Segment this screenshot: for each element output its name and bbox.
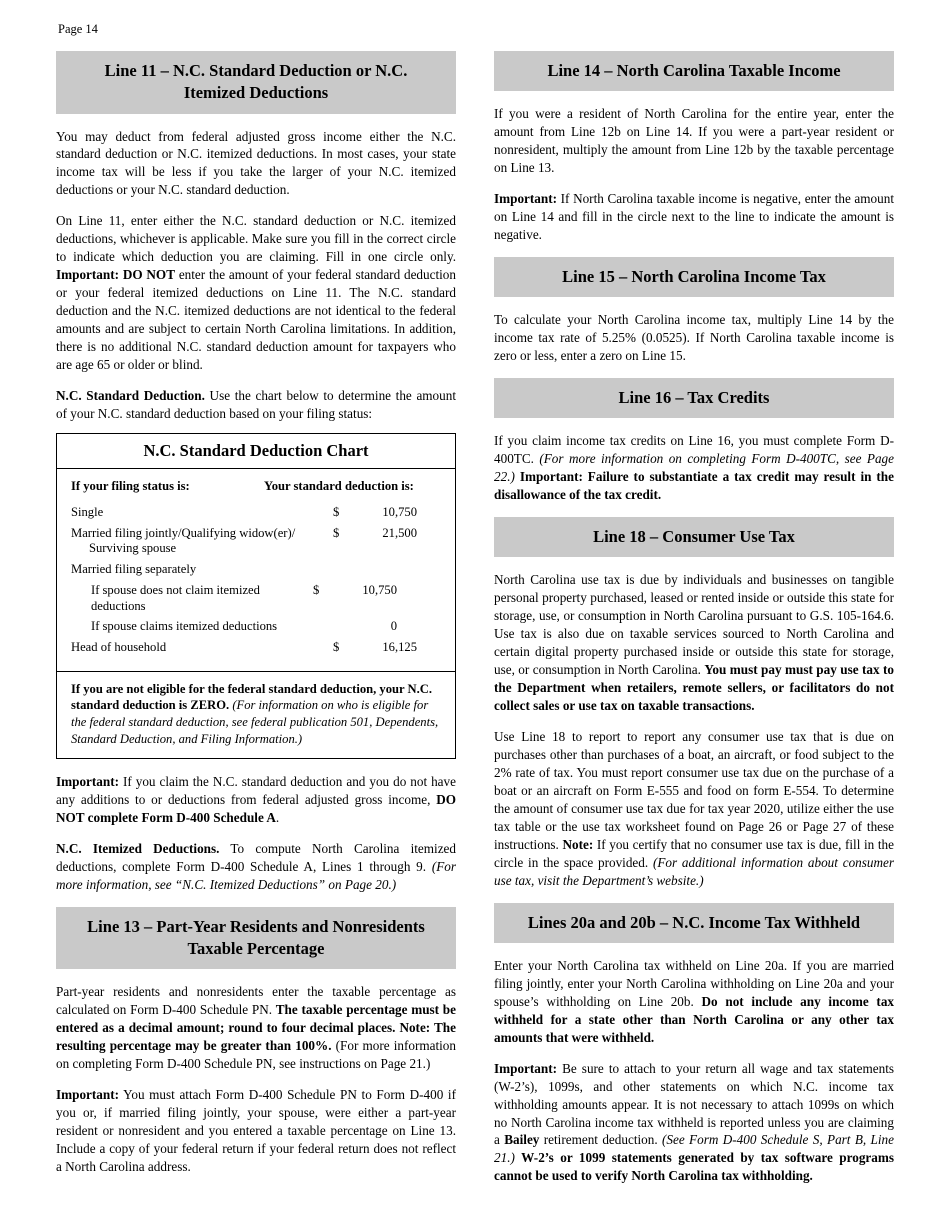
chart-body — [57, 469, 455, 672]
right-column — [494, 51, 894, 1198]
chart-footnote — [57, 672, 455, 758]
table-row — [71, 619, 441, 635]
table-row — [71, 526, 441, 557]
nc-standard-deduction-intro — [56, 387, 456, 423]
line-13-p1-text-a: Part-year residents and nonresidents enter the taxable percentage as calculated on Form D-400 Schedule PN. — [56, 984, 456, 1018]
line-14-paragraph-1: If you were a resident of North Carolina for the entire year, enter the amount from Line 12b on Line 14. If you were a part-year resident or nonresident, multiply the amount from Line 12b by the taxable percentage on Line 13. — [494, 106, 894, 176]
line-14-important-note — [494, 190, 894, 244]
line-13-paragraph-1 — [56, 983, 456, 1073]
line-15-paragraph-1: To calculate your North Carolina income tax, multiply Line 14 by the income tax rate of 5.25% (0.0525). If North Carolina taxable income is zero or less, enter a zero on Line 15. — [494, 312, 894, 364]
chart-row-amount: 10,750 — [362, 582, 397, 597]
section-heading-line-13: Line 13 – Part-Year Residents and Nonresidents Taxable Percentage — [56, 907, 456, 970]
line-11-p2-text-a: On Line 11, enter either the N.C. standard deduction or N.C. itemized deductions, whichever is applicable. Make sure you fill in the correct circle to indicate which deduction you are claiming. Fill in one circle only. — [56, 213, 456, 265]
two-column-layout — [56, 51, 898, 1198]
table-row — [71, 640, 441, 656]
line-13-p1-text-c: (For more information on completing Form D-400 Schedule PN, see instructions on Page 21.) — [56, 1038, 456, 1072]
lines-20-important-note — [494, 1060, 894, 1186]
nc-itemized-deductions-paragraph — [56, 840, 456, 894]
chart-footnote-bold: If you are not eligible for the federal standard deduction, your N.C. standard deduction is ZERO. — [71, 681, 433, 713]
chart-row-label: Single — [71, 504, 104, 519]
line-11-p2-bold: Important: DO NOT — [56, 267, 175, 283]
lines-20-bold-3: W-2’s or 1099 statements generated by tax software programs cannot be used to verify North Carolina tax withholding. — [494, 1150, 894, 1184]
chart-row-amount: 0 — [390, 619, 397, 634]
line-18-p2-text-a: Use Line 18 to report to report any consumer use tax that is due on purchases other than purchases of a boat, an aircraft, or food subject to the 2% rate of tax. You must report consumer use tax due on the purchase of a boat or an aircraft on Form E-555 and food on form E-554. To determine the amount of consumer use tax due for tax year 2020, utilize either the use tax table or the use tax worksheet found on Page 26 or Page 27 of these instructions. — [494, 729, 894, 852]
chart-row-dollar: $ — [333, 639, 340, 654]
chart-row-dollar: $ — [333, 504, 340, 519]
section-heading-line-15: Line 15 – North Carolina Income Tax — [494, 257, 894, 297]
line-11-important-text-2: . — [275, 810, 280, 826]
nc-standard-deduction-label: N.C. Standard Deduction. — [56, 387, 205, 403]
line-14-important-label: Important: — [494, 191, 558, 207]
nc-itemized-deductions-text: To compute North Carolina itemized deductions, complete Form D-400 Schedule A, Lines 1 through 9. — [56, 841, 456, 874]
section-heading-line-16: Line 16 – Tax Credits — [494, 378, 894, 418]
line-13-important-text: You must attach Form D-400 Schedule PN to Form D-400 if you or, if married filing jointly, your spouse, were either a part-year resident or nonresident and you entered a taxable percentage on Line 13. Include a copy of your federal return if your federal return does not reflect a North Carolina address. — [56, 1087, 456, 1174]
lines-20-bailey-bold: Bailey — [504, 1132, 540, 1148]
line-18-paragraph-2 — [494, 728, 894, 890]
chart-row-amount: 16,125 — [382, 639, 417, 654]
chart-row-label-sub: Surviving spouse — [89, 541, 177, 556]
line-16-italic: (For more information on completing Form D-400TC, see Page 22.) — [494, 451, 894, 485]
chart-row-dollar: $ — [313, 582, 320, 597]
lines-20-paragraph-1 — [494, 957, 894, 1047]
lines-20-italic: (See Form D-400 Schedule S, Part B, Line 21.) — [494, 1132, 894, 1166]
left-column — [56, 51, 456, 1189]
nc-itemized-deductions-italic: (For more information, see “N.C. Itemized Deductions” on Page 20.) — [56, 858, 456, 892]
chart-title: N.C. Standard Deduction Chart — [57, 434, 455, 469]
nc-itemized-deductions-label: N.C. Itemized Deductions. — [56, 841, 220, 856]
line-18-p1-bold: You must pay must pay use tax to the Department when retailers, remote sellers, or facilitators do not collect sales or use tax on taxable transactions. — [494, 662, 894, 714]
chart-row-label: Married filing separately — [71, 562, 197, 577]
chart-row-amount: 10,750 — [382, 504, 417, 519]
line-11-important-text: If you claim the N.C. standard deduction and you do not have any additions to or deductions from federal adjusted gross income, — [56, 774, 456, 808]
line-16-text-a: If you claim income tax credits on Line 16, you must complete Form D-400TC. — [494, 433, 894, 467]
chart-row-label: Head of household — [71, 639, 167, 654]
section-heading-line-18: Line 18 – Consumer Use Tax — [494, 517, 894, 557]
line-14-important-text: If North Carolina taxable income is negative, enter the amount on Line 14 and fill in the circle next to the line to indicate the amount is negative. — [494, 191, 894, 242]
lines-20-p1-bold: Do not include any income tax withheld for a state other than North Carolina or any other tax amounts that were withheld. — [494, 993, 895, 1045]
line-11-important-note — [56, 773, 456, 827]
line-18-paragraph-1 — [494, 571, 894, 715]
section-heading-lines-20a-20b: Lines 20a and 20b – N.C. Income Tax Withheld — [494, 903, 894, 943]
line-18-p1-text-a: North Carolina use tax is due by individuals and businesses on tangible personal property purchased, leased or rented inside or outside this state for storage, use, or consumption in North Carolina pursuant to G.S. 105-164.6. Use tax is also due on taxable services sourced to North Carolina and certain digital property purchased inside or outside this state for storage, use, or consumption in North Carolina. — [494, 572, 894, 678]
nc-standard-deduction-text: Use the chart below to determine the amount of your N.C. standard deduction based on your filing status: — [56, 387, 456, 421]
table-row — [71, 583, 441, 614]
standard-deduction-chart — [56, 433, 456, 759]
chart-row-dollar: $ — [333, 525, 340, 540]
lines-20-important-text: Be sure to attach to your return all wage and tax statements (W-2’s), 1099s, and other statements on which N.C. income tax withholding amounts appear. It is not necessary to attach 1099s on which no North Carolina income tax withheld is reported unless you are claiming a — [494, 1060, 894, 1148]
line-18-p2-text-c: If you certify that no consumer use tax is due, fill in the circle in the space provided. — [494, 836, 894, 870]
line-11-paragraph-1: You may deduct from federal adjusted gross income either the N.C. standard deduction or N.C. itemized deductions. In most cases, your state income tax will be less if you take the larger of your N.C. itemized deductions or your N.C. standard deduction. — [56, 128, 456, 198]
table-row — [71, 562, 441, 578]
chart-column-header-amount: Your standard deduction is: — [264, 478, 414, 493]
line-16-bold: Important: Failure to substantiate a tax credit may result in the disallowance of the tax credit. — [494, 469, 894, 503]
chart-row-label: If spouse does not claim itemized deductions — [91, 582, 260, 613]
line-13-important-label: Important: — [56, 1087, 120, 1103]
line-11-paragraph-2 — [56, 212, 456, 374]
lines-20-important-label: Important: — [494, 1060, 558, 1076]
chart-row-amount: 21,500 — [382, 525, 417, 540]
line-18-p2-italic: (For additional information about consumer use tax, visit the Department’s website.) — [494, 854, 894, 888]
line-13-important-note — [56, 1086, 456, 1176]
section-heading-line-11: Line 11 – N.C. Standard Deduction or N.C. Itemized Deductions — [56, 51, 456, 114]
line-11-p2-text-c: enter the amount of your federal standard deduction or your federal itemized deductions on Line 11. The N.C. standard deduction and the N.C. itemized deductions are not identical to the federal amounts and are subject to certain North Carolina limitations. In addition, there is no additional N.C. standard deduction amount for taxpayers who are age 65 or older or blind. — [56, 267, 456, 372]
lines-20-p1-text-a: Enter your North Carolina tax withheld on Line 20a. If you are married filing jointly, enter your North Carolina withholding on Line 20a and your spouse’s withholding on Line 20b. — [494, 957, 894, 1009]
page-number: Page 14 — [58, 22, 98, 36]
chart-row-label — [71, 526, 333, 557]
chart-header-row — [71, 479, 441, 494]
section-heading-line-14: Line 14 – North Carolina Taxable Income — [494, 51, 894, 91]
line-18-p2-note-label: Note: — [562, 836, 594, 852]
chart-footnote-italic: (For information on who is eligible for the federal standard deduction, see federal publication 501, Dependents, Standard Deduction, and Filing Information.) — [71, 698, 439, 746]
line-16-paragraph-1 — [494, 432, 894, 504]
line-13-p1-bold: The taxable percentage must be entered as a decimal amount; round to four decimal places. Note: The resulting percentage may be greater than 100%. — [56, 1002, 456, 1054]
line-11-important-label: Important: — [56, 774, 120, 790]
line-11-important-bold-2: DO NOT complete Form D-400 Schedule A — [56, 792, 456, 826]
chart-row-label-main: Married filing jointly/Qualifying widow(er)/ — [71, 525, 296, 540]
chart-column-header-status: If your filing status is: — [71, 478, 190, 493]
lines-20-important-text-2: retirement deduction. — [539, 1132, 662, 1148]
chart-row-label: If spouse claims itemized deductions — [91, 619, 278, 634]
table-row — [71, 505, 441, 521]
